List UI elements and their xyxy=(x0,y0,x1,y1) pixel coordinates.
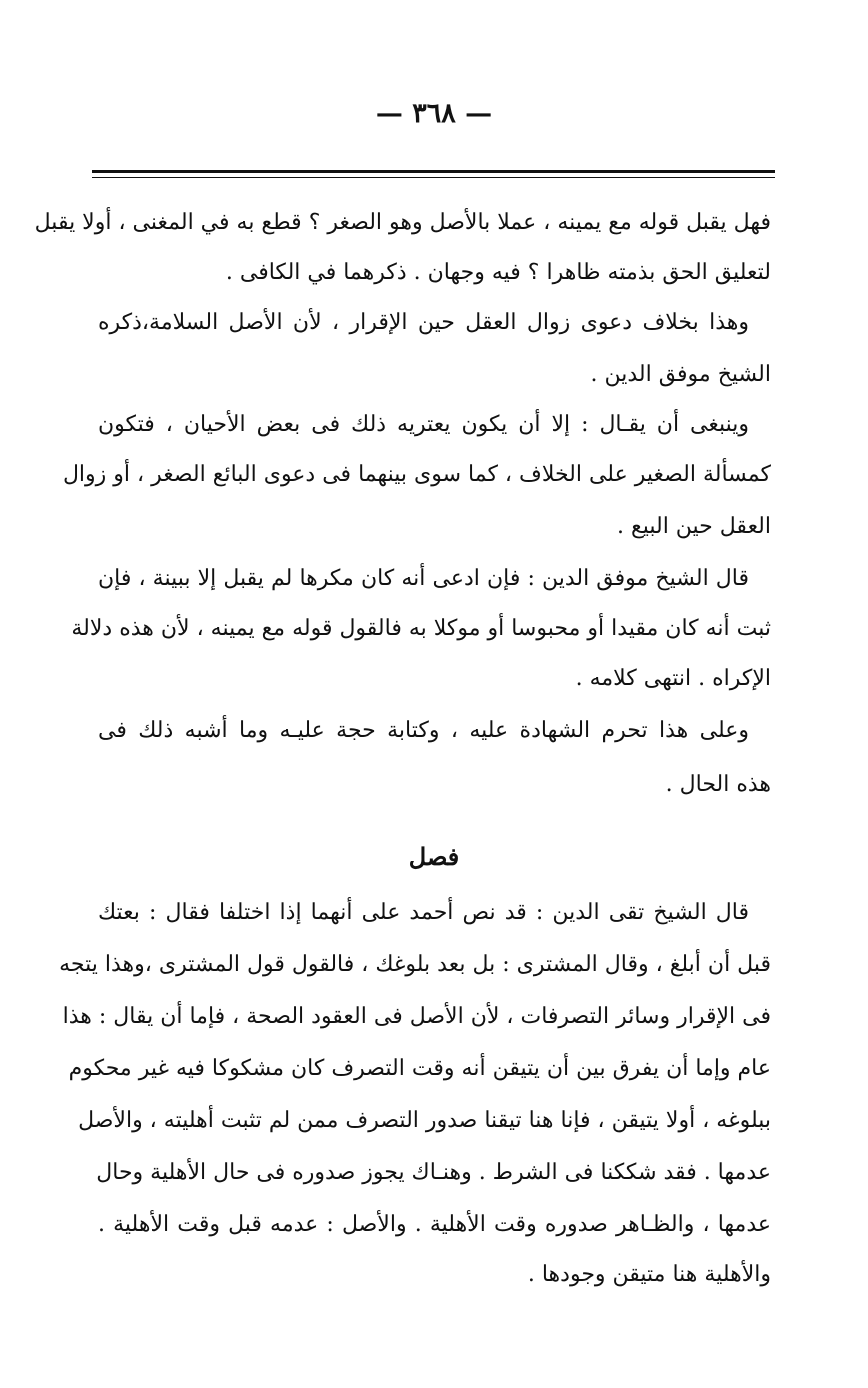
section-heading: فصل xyxy=(408,842,460,871)
text-line: ثبت أنه كان مقيدا أو محبوسا أو موكلا به فالقول قوله مع يمينه ، لأن هذه دلالة xyxy=(71,616,771,641)
text-line: العقل حين البيع . xyxy=(617,514,771,539)
text-line: قبل أن أبلغ ، وقال المشترى : بل بعد بلوغك ، فالقول قول المشترى ،وهذا يتجه xyxy=(59,952,771,977)
text-line: فى الإقرار وسائر التصرفات ، لأن الأصل فى العقود الصحة ، فإما أن يقال : هذا xyxy=(62,1004,771,1029)
text-line: وينبغى أن يقـال : إلا أن يكون يعتريه ذلك فى بعض الأحيان ، فتكون xyxy=(98,412,749,437)
page-number: — ٣٦٨ — xyxy=(375,98,493,129)
text-line: عام وإما أن يفرق بين أن يتيقن أنه وقت التصرف كان مشكوكا فيه غير محكوم xyxy=(68,1056,771,1081)
text-line: والأهلية هنا متيقن وجودها . xyxy=(527,1262,771,1287)
header-rule-thick xyxy=(92,170,775,173)
text-line: فهل يقبل قوله مع يمينه ، عملا بالأصل وهو الصغر ؟ قطع به في المغنى ، أولا يقبل xyxy=(34,210,771,235)
text-line: الشيخ موفق الدين . xyxy=(590,362,771,387)
text-line: ببلوغه ، أولا يتيقن ، فإنا هنا تيقنا صدور التصرف ممن لم تثبت أهليته ، والأصل xyxy=(78,1108,771,1133)
text-line: عدمها . فقد شككنا فى الشرط . وهنـاك يجوز صدوره فى حال الأهلية وحال xyxy=(96,1160,771,1185)
header-rule-thin xyxy=(92,177,775,178)
text-line: قال الشيخ موفق الدين : فإن ادعى أنه كان مكرها لم يقبل إلا ببينة ، فإن xyxy=(98,566,749,591)
text-line: الإكراه . انتهى كلامه . xyxy=(575,666,771,691)
text-line: هذه الحال . xyxy=(665,772,771,797)
text-line: لتعليق الحق بذمته ظاهرا ؟ فيه وجهان . ذكرهما في الكافى . xyxy=(225,260,771,285)
text-line: قال الشيخ تقى الدين : قد نص أحمد على أنهما إذا اختلفا فقال : بعتك xyxy=(98,900,749,925)
text-line: وعلى هذا تحرم الشهادة عليه ، وكتابة حجة عليـه وما أشبه ذلك فى xyxy=(98,718,749,743)
text-line: وهذا بخلاف دعوى زوال العقل حين الإقرار ، لأن الأصل السلامة،ذكره xyxy=(98,310,749,335)
text-line: كمسألة الصغير على الخلاف ، كما سوى بينهما فى دعوى البائع الصغر ، أو زوال xyxy=(62,462,771,487)
text-line: عدمها ، والظـاهر صدوره وقت الأهلية . والأصل : عدمه قبل وقت الأهلية . xyxy=(98,1212,771,1237)
